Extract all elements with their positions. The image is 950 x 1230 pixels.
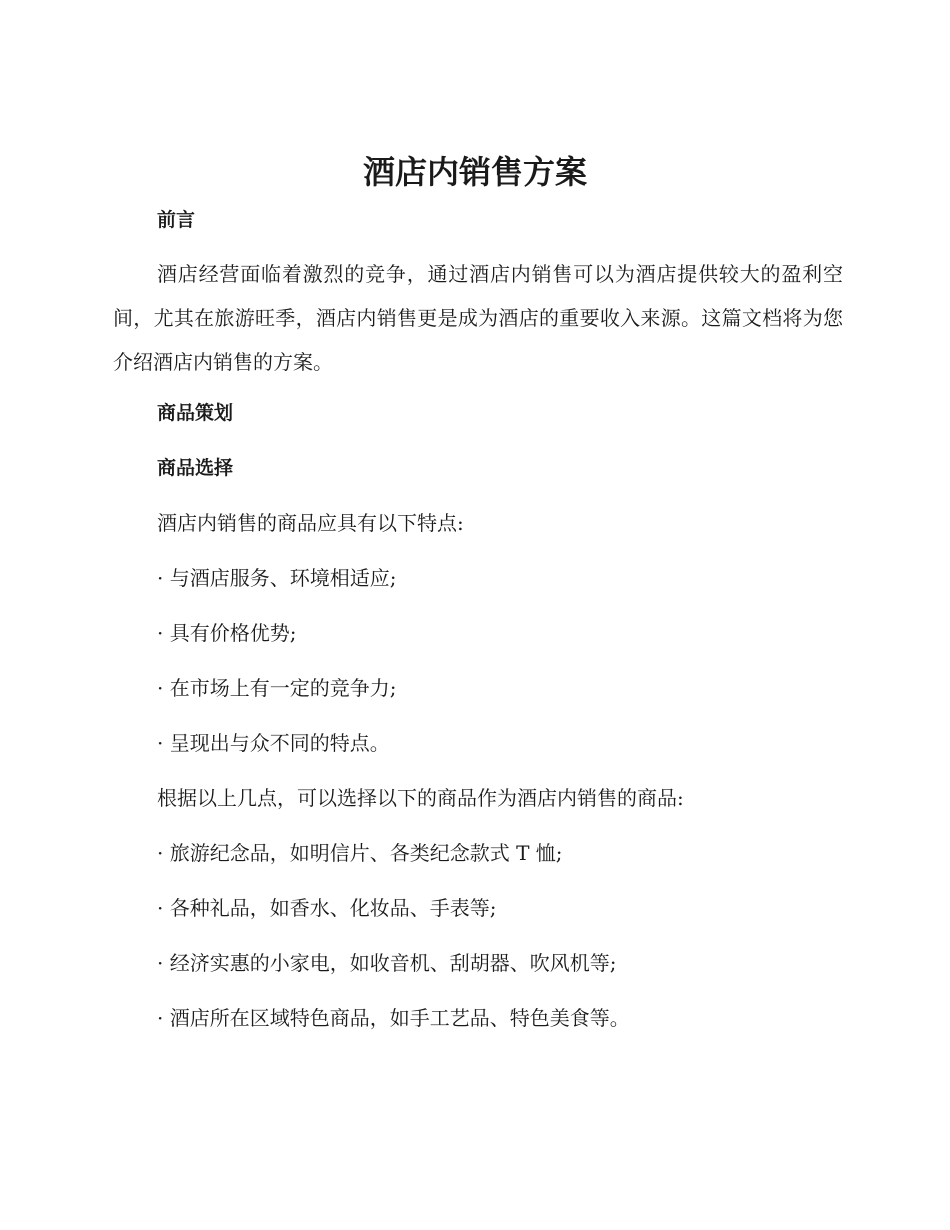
feature-item: · 具有价格优势; [157, 621, 297, 645]
goods-intro: 根据以上几点，可以选择以下的商品作为酒店内销售的商品: [157, 786, 684, 810]
feature-item: · 在市场上有一定的竞争力; [157, 676, 397, 700]
goods-item: · 经济实惠的小家电，如收音机、刮胡器、吹风机等; [157, 951, 617, 975]
goods-item: · 各种礼品，如香水、化妆品、手表等; [157, 896, 497, 920]
feature-item: · 与酒店服务、环境相适应; [157, 566, 397, 590]
preface-heading: 前言 [157, 209, 196, 231]
planning-heading: 商品策划 [157, 402, 234, 424]
goods-item: · 酒店所在区域特色商品，如手工艺品、特色美食等。 [157, 1006, 630, 1030]
feature-item: · 呈现出与众不同的特点。 [157, 731, 390, 755]
selection-intro: 酒店内销售的商品应具有以下特点: [157, 511, 464, 535]
goods-item: · 旅游纪念品，如明信片、各类纪念款式 T 恤; [157, 841, 563, 865]
preface-paragraph: 酒店经营面临着激烈的竞争，通过酒店内销售可以为酒店提供较大的盈利空间，尤其在旅游旺季，酒店内销售更是成为酒店的重要收入来源。这篇文档将为您介绍酒店内销售的方案。 [113, 262, 843, 374]
selection-heading: 商品选择 [157, 457, 234, 479]
document-title: 酒店内销售方案 [362, 153, 587, 191]
